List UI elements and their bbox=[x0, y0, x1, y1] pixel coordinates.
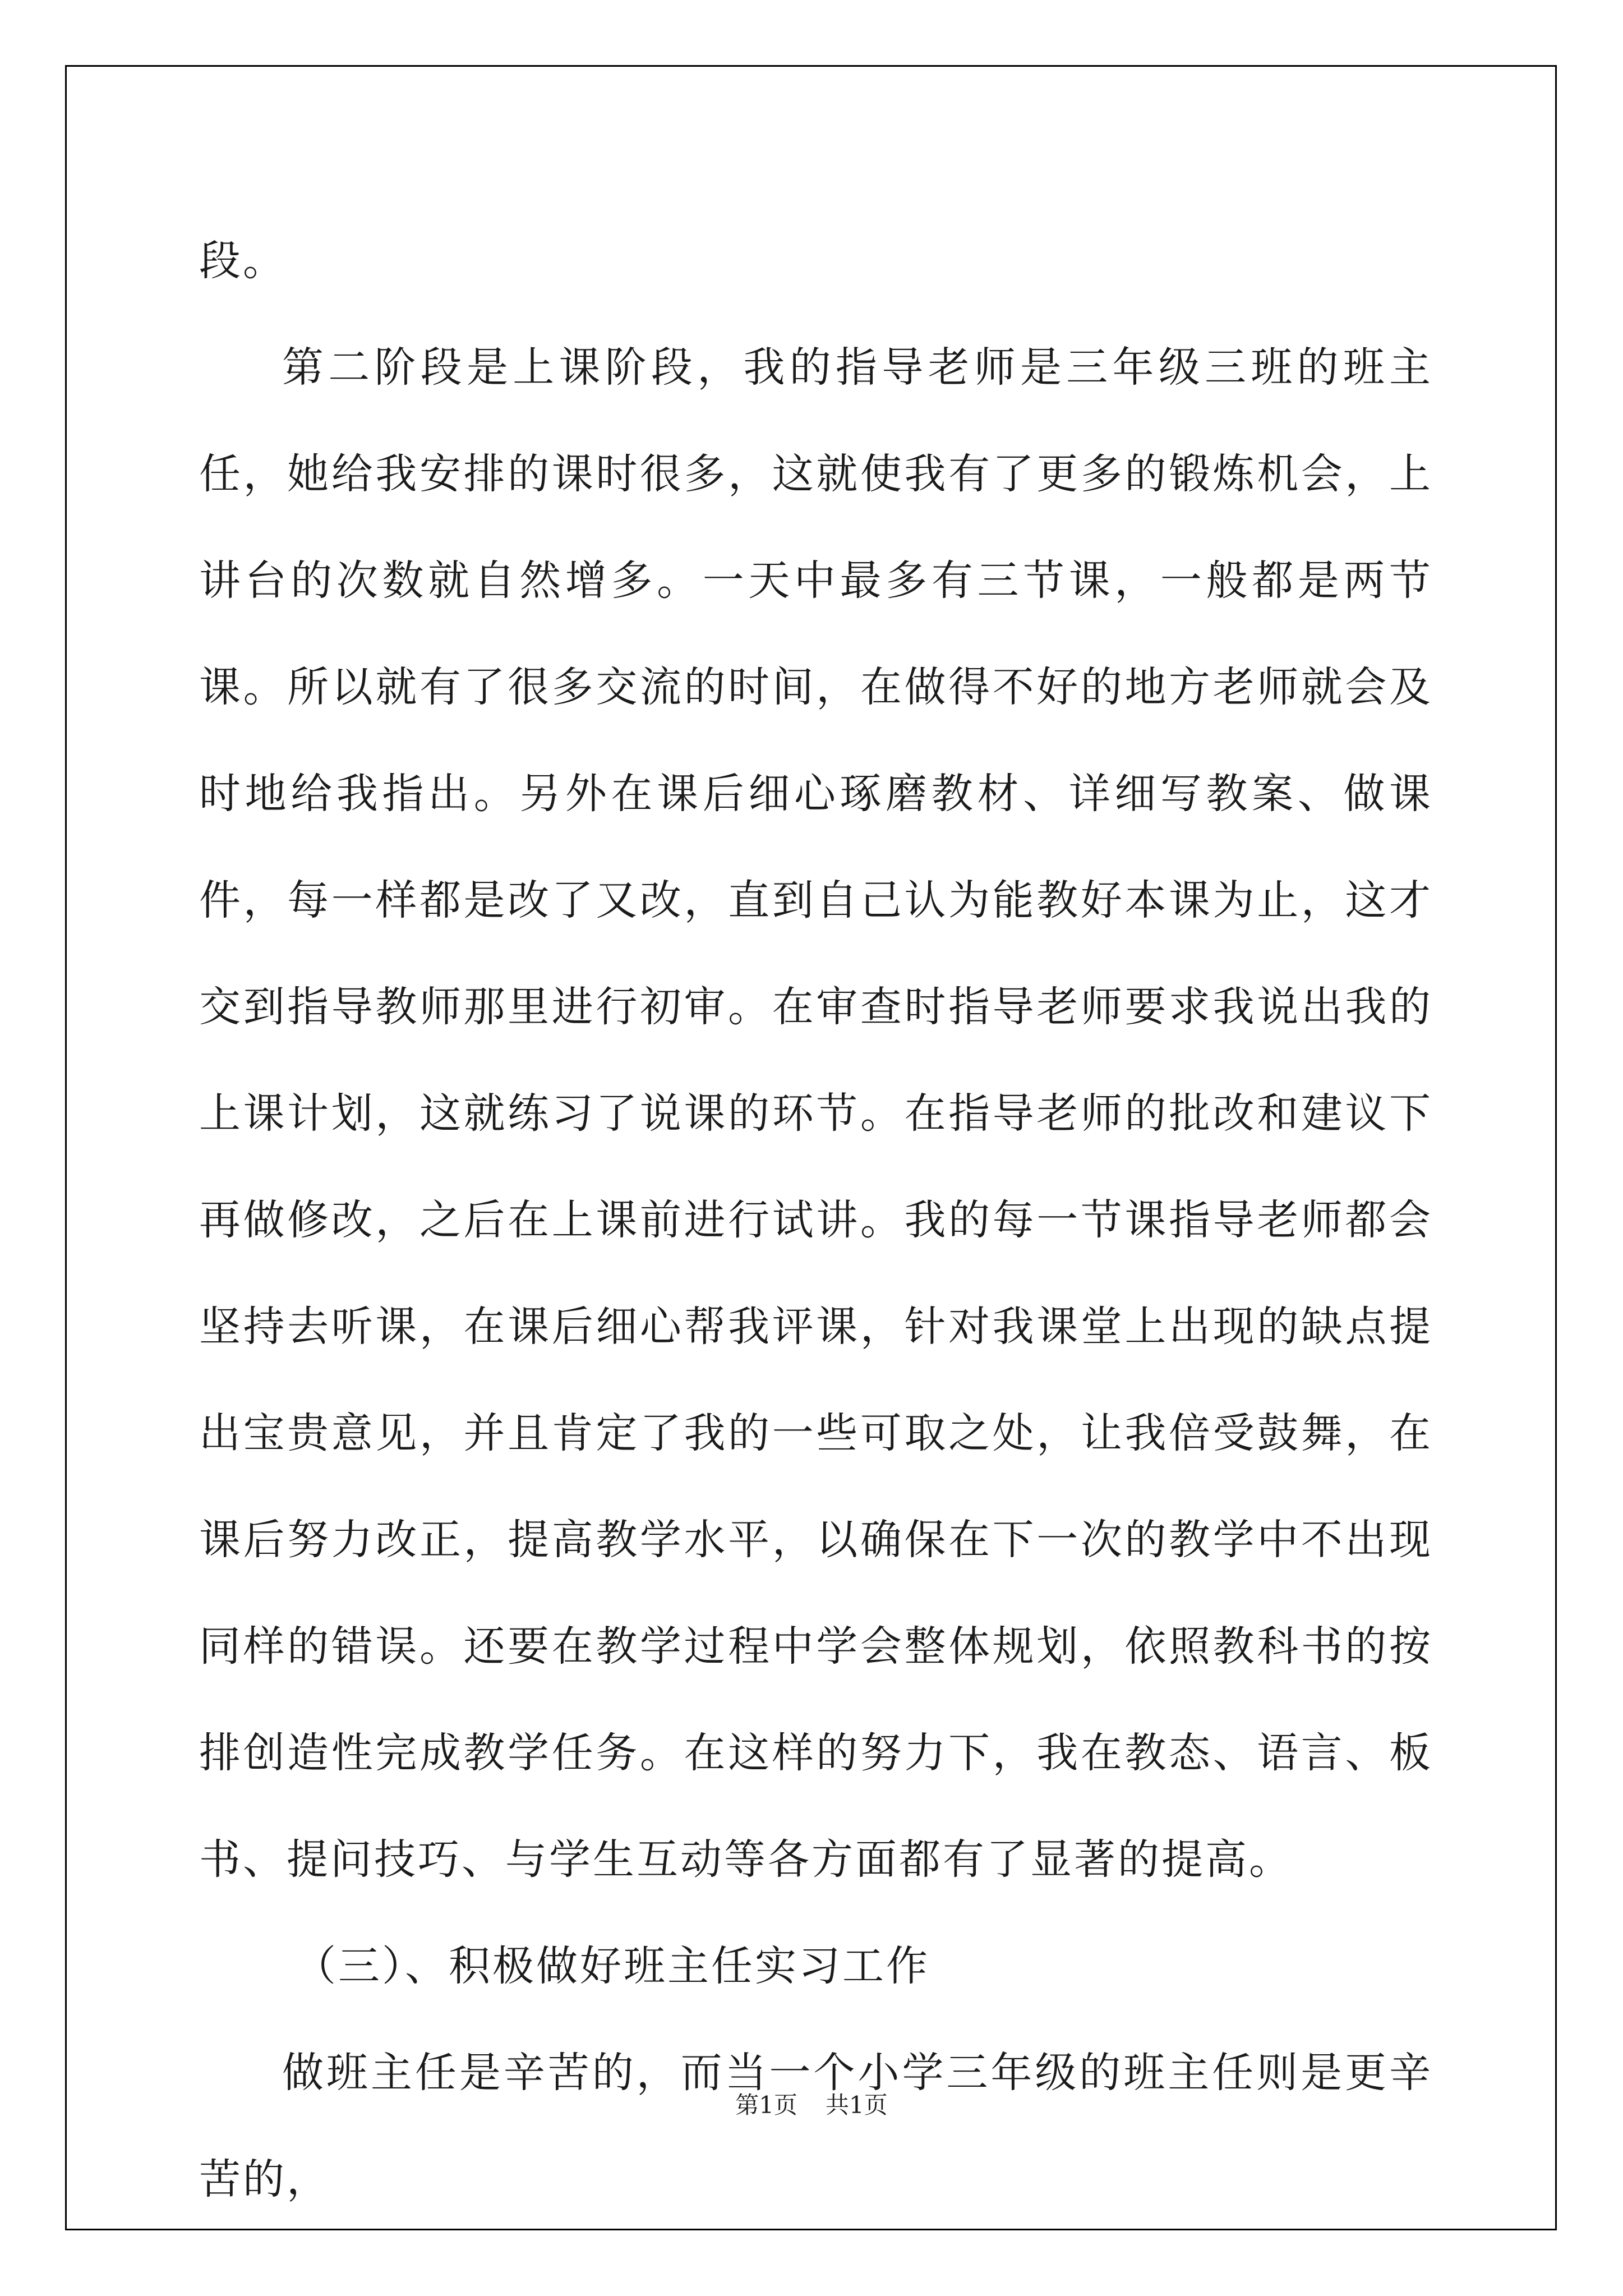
total-pages: 共1页 bbox=[826, 2091, 888, 2119]
paragraph-second-stage: 第二阶段是上课阶段，我的指导老师是三年级三班的班主任，她给我安排的课时很多，这就使我有了更多的锻炼机会，上讲台的次数就自然增多。一天中最多有三节课，一般都是两节课。所以就有了很多交流的时间，在做得不好的地方老师就会及时地给我指出。另外在课后细心琢磨教材、详细写教案、做课件，每一样都是改了又改，直到自己认为能教好本课为止，这才交到指导教师那里进行初审。在审查时指导老师要求我说出我的上课计划，这就练习了说课的环节。在指导老师的批改和建议下再做修改，之后在上课前进行试讲。我的每一节课指导老师都会坚持去听课，在课后细心帮我评课，针对我课堂上出现的缺点提出宝贵意见，并且肯定了我的一些可取之处，让我倍受鼓舞，在课后努力改正，提高教学水平，以确保在下一次的教学中不出现同样的错误。还要在教学过程中学会整体规划，依照教科书的按排创造性完成教学任务。在这样的努力下，我在教态、语言、板书、提问技巧、与学生互动等各方面都有了显著的提高。 bbox=[199, 343, 1433, 1884]
paragraph-homeroom-teacher: 做班主任是辛苦的，而当一个小学三年级的班主任则是更辛苦的， bbox=[199, 2049, 1433, 2203]
page-footer bbox=[0, 2087, 1623, 2120]
paragraph-continuation: 段。 bbox=[199, 237, 287, 285]
page-number: 第1页 bbox=[735, 2091, 797, 2119]
document-body bbox=[199, 208, 1433, 2233]
section-heading: （三）、积极做好班主任实习工作 bbox=[294, 1942, 930, 1990]
